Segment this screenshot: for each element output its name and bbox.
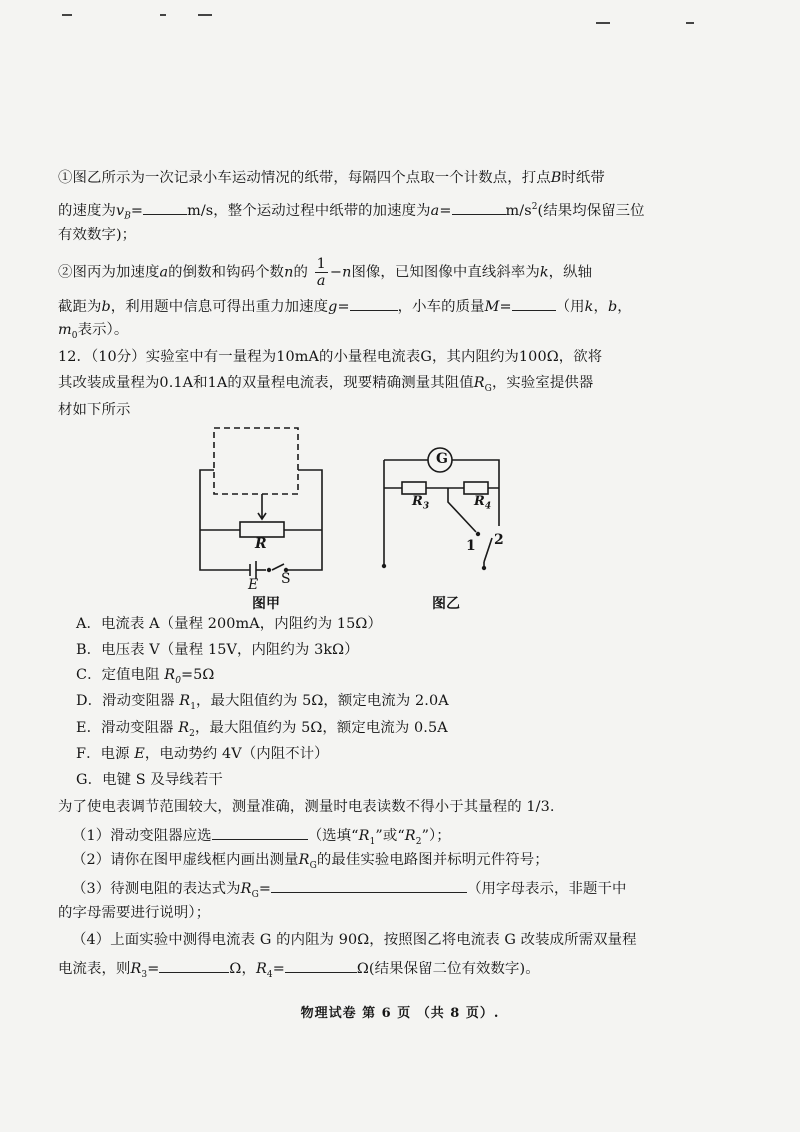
resistor-R3 bbox=[402, 482, 426, 494]
caption-figure-yi: 图乙 bbox=[432, 596, 460, 612]
answer-blank-g[interactable] bbox=[350, 295, 398, 311]
option-D: D．滑动变阻器 $R_1$，最大阻值约为 5Ω，额定电流为 2.0A bbox=[76, 693, 449, 712]
part1-line6: $m_0$表示）。 bbox=[58, 322, 129, 341]
answer-blank-M[interactable] bbox=[512, 295, 556, 311]
part1-line5: 截距为b，利用题中信息可得出重力加速度g= ，小车的质量M= （用k，b， bbox=[58, 295, 632, 317]
label-terminal-2: 2 bbox=[494, 532, 504, 548]
answer-blank-R3[interactable] bbox=[159, 957, 229, 973]
task-3: （3）待测电阻的表达式为$R_G=$ （用字母表示，非题干中 bbox=[72, 877, 626, 905]
switch-S bbox=[272, 564, 284, 570]
task-4: （4）上面实验中测得电流表 G 的内阻为 90Ω，按照图乙将电流表 G 改装成所需双量程 bbox=[72, 932, 637, 948]
option-E: E．滑动变阻器 $R_2$，最大阻值约为 5Ω，额定电流为 0.5A bbox=[76, 720, 448, 739]
option-B: B．电压表 V（量程 15V，内阻约为 3kΩ） bbox=[76, 642, 359, 658]
scan-mark bbox=[198, 14, 212, 16]
rheostat-slider bbox=[258, 494, 266, 519]
task-1: （1）滑动变阻器应选 （选填“$R_1$”或“$R_2$”）； bbox=[72, 824, 451, 852]
part1-line4: ②图丙为加速度a的倒数和钩码个数n的 $\frac{1}{a}$ −n图像，已知图像中直线斜率为k，纵轴 bbox=[58, 256, 593, 289]
option-G: G．电键 S 及导线若干 bbox=[76, 772, 223, 788]
label-G: G bbox=[436, 451, 448, 467]
q12-line1: 12．（10分）实验室中有一量程为10mA的小量程电流表G，其内阻约为100Ω，欲将 bbox=[58, 349, 603, 365]
q12-line3: 材如下所示 bbox=[58, 402, 131, 418]
answer-blank-rheostat[interactable] bbox=[212, 824, 308, 840]
label-R4: $R_4$ bbox=[474, 494, 492, 512]
part1-line3: 有效数字)； bbox=[58, 227, 137, 243]
answer-blank-RG[interactable] bbox=[271, 877, 467, 893]
part1-line1: ①图乙所示为一次记录小车运动情况的纸带，每隔四个点取一个计数点，打点B时纸带 bbox=[58, 170, 605, 186]
scan-mark bbox=[160, 14, 166, 16]
label-S: S bbox=[281, 571, 291, 587]
part1-line2: 的速度为$v_B= m/s$，整个运动过程中纸带的加速度为$a= m/s^2$(结果均保留三位 bbox=[58, 197, 645, 227]
option-C: C．定值电阻 $R_0=5\Omega$ bbox=[76, 667, 215, 686]
q12-line2: 其改装成量程为0.1A和1A的双量程电流表，现要精确测量其阻值$R_G$，实验室提供器 bbox=[58, 375, 594, 394]
task-2: （2）请你在图甲虚线框内画出测量$R_G$的最佳实验电路图并标明元件符号； bbox=[72, 852, 549, 871]
label-terminal-1: 1 bbox=[466, 538, 476, 554]
fraction-one-over-a: $\frac{1}{a}$ bbox=[316, 256, 326, 289]
task-3-cont: 的字母需要进行说明）； bbox=[58, 905, 211, 921]
rheostat-R bbox=[240, 522, 284, 537]
caption-figure-jia: 图甲 bbox=[252, 596, 280, 612]
label-R: R bbox=[255, 536, 267, 552]
resistor-R4 bbox=[464, 482, 488, 494]
scan-mark bbox=[686, 22, 694, 24]
page-footer: 物理试卷 第 6 页 （共 8 页）. bbox=[300, 1006, 500, 1021]
dashed-box bbox=[214, 428, 298, 494]
scan-mark bbox=[596, 22, 610, 24]
answer-blank-R4[interactable] bbox=[285, 957, 357, 973]
switch-yi bbox=[484, 538, 492, 562]
label-R3: $R_3$ bbox=[412, 494, 430, 512]
answer-blank-vb[interactable] bbox=[143, 199, 187, 215]
label-E: E bbox=[248, 577, 259, 593]
option-F: F．电源 E，电动势约 4V（内阻不计） bbox=[76, 746, 329, 762]
task-4-cont: 电流表，则$R_3= \Omega$，$R_4= \Omega$(结果保留二位有效数字)。 bbox=[58, 957, 540, 985]
answer-blank-a[interactable] bbox=[452, 199, 506, 215]
figure-jia-circuit bbox=[180, 418, 350, 596]
option-A: A．电流表 A（量程 200mA，内阻约为 15Ω） bbox=[76, 616, 382, 632]
scan-mark bbox=[62, 14, 72, 16]
task-intro: 为了使电表调节范围较大，测量准确，测量时电表读数不得小于其量程的 1/3. bbox=[58, 799, 555, 815]
